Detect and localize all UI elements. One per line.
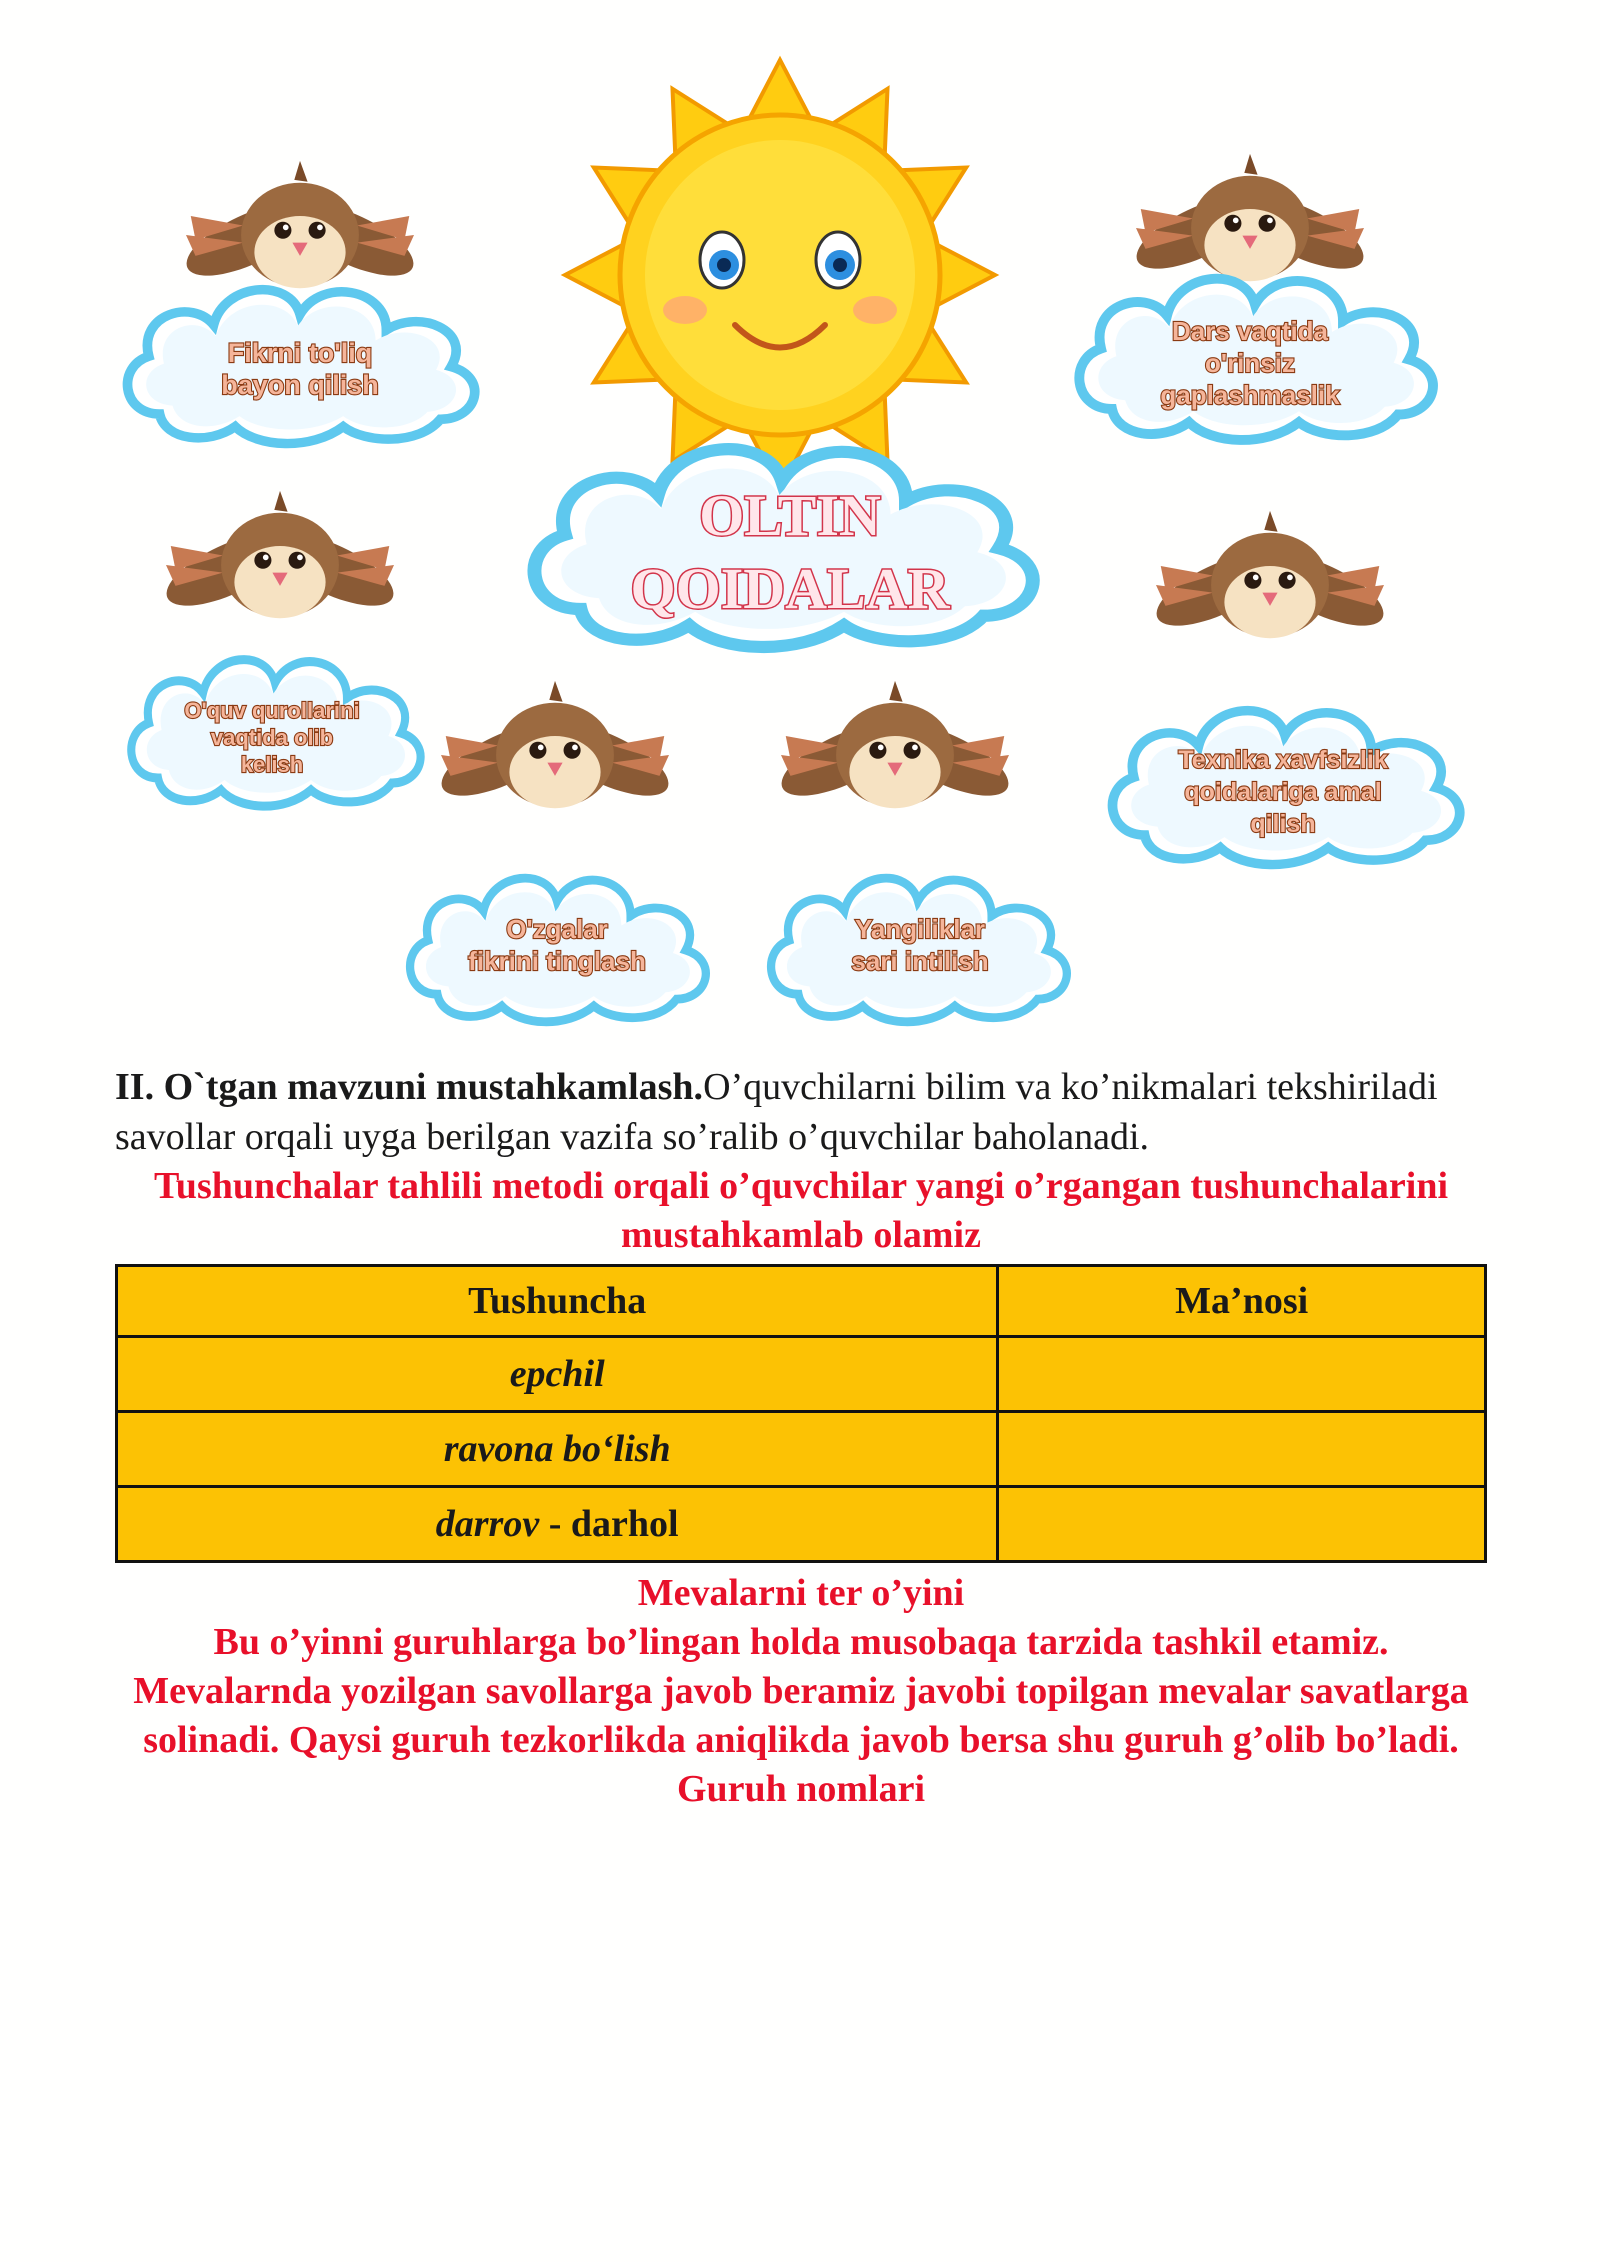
term-cell (117, 1487, 998, 1562)
rule-text: kelish (240, 752, 304, 777)
meaning-cell[interactable] (998, 1337, 1486, 1412)
game-description: Bu o’yinni guruhlarga bo’lingan holda musobaqa tarzida tashkil etamiz. Mevalarnda yozilgan savollarga javob beramiz javobi topilgan mevalar savatlarga solinadi. Qaysi guruh tezkorlikda aniqlikda javob bersa shu guruh g’olib bo’ladi. (133, 1621, 1469, 1761)
bird-icon (1147, 511, 1393, 640)
rule-text: O'zgalar (506, 914, 608, 944)
bird-icon (157, 491, 403, 620)
concepts-table (115, 1264, 1487, 1563)
bird-icon (1127, 154, 1373, 283)
rule-text: vaqtida olib (210, 725, 334, 750)
method-title: Tushunchalar tahlili metodi orqali o’quvchilar yangi o’rgangan tushunchalarini mustahkamlab olamiz (153, 1165, 1449, 1256)
rule-text: Fikrni to'liq (227, 338, 373, 368)
table-header-row (117, 1266, 1486, 1337)
lesson-content (115, 1062, 1487, 1814)
rule-text: qilish (1250, 810, 1316, 838)
rule-text: o'rinsiz (1205, 348, 1295, 378)
term-italic: ravona bo‘lish (443, 1428, 671, 1470)
groups-label: Guruh nomlari (676, 1768, 926, 1810)
rule-text: bayon qilish (221, 370, 379, 400)
rule-text: Yangiliklar (854, 914, 986, 944)
column-header-term: Tushuncha (117, 1266, 998, 1337)
meaning-cell[interactable] (998, 1412, 1486, 1487)
game-title: Mevalarni ter o’yini (637, 1572, 965, 1614)
rule-text: gaplashmaslik (1160, 380, 1340, 410)
term-italic: epchil (509, 1353, 605, 1395)
column-header-meaning: Ma’nosi (998, 1266, 1486, 1337)
bird-icon (432, 681, 678, 810)
sun-icon (565, 60, 995, 490)
term-italic: darrov (435, 1503, 540, 1545)
rule-text: Texnika xavfsizlik (1178, 746, 1388, 774)
rule-text: fikrini tinglash (468, 946, 646, 976)
term-rest: - darhol (539, 1503, 679, 1545)
rule-text: sari intilish (851, 946, 989, 976)
table-row (117, 1412, 1486, 1487)
table-row (117, 1487, 1486, 1562)
poster-title-line2: QOIDALAR (630, 556, 950, 621)
poster-title-line1: OLTIN (699, 483, 881, 548)
term-cell (117, 1412, 998, 1487)
bird-icon (177, 161, 423, 290)
section-body: O’quvchilarni bilim va ko’nikmalari tekshiriladi savollar orqali uyga berilgan vazifa so’ralib o’quvchilar baholanadi. (115, 1066, 1438, 1158)
section-paragraph (115, 1062, 1487, 1162)
term-cell (117, 1337, 998, 1412)
rule-text: qoidalariga amal (1184, 778, 1382, 806)
table-row (117, 1337, 1486, 1412)
rule-text: O'quv qurollarini (184, 698, 360, 723)
rule-text: Dars vaqtida (1171, 316, 1329, 346)
bird-icon (772, 681, 1018, 810)
section-heading: II. O`tgan mavzuni mustahkamlash. (115, 1066, 704, 1108)
golden-rules-poster (0, 0, 1600, 1050)
meaning-cell[interactable] (998, 1487, 1486, 1562)
